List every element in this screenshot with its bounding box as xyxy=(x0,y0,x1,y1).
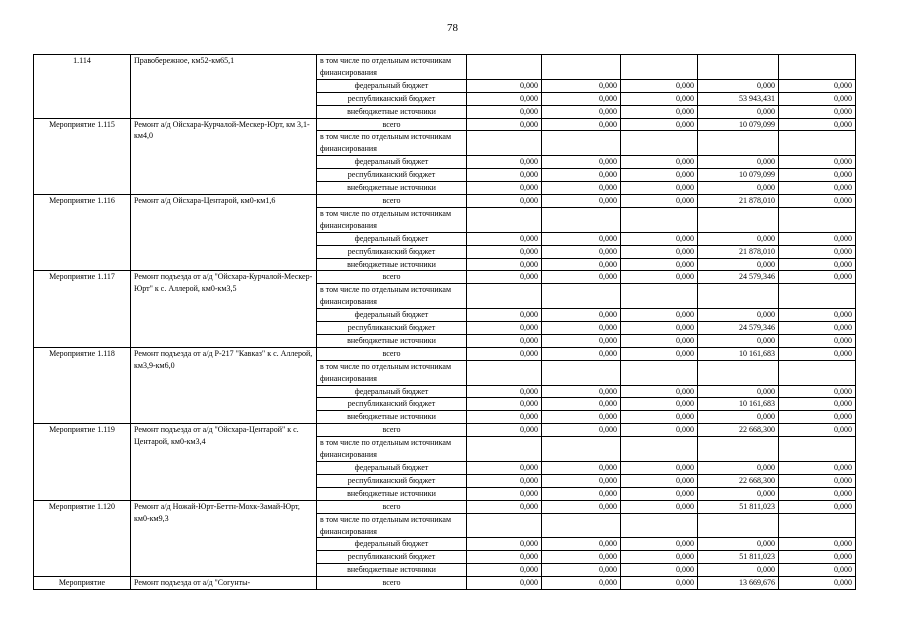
funding-source-republic: республиканский бюджет xyxy=(317,245,467,258)
value-cell: 24 579,346 xyxy=(698,271,779,284)
value-cell xyxy=(467,284,542,309)
value-cell: 0,000 xyxy=(542,474,621,487)
value-cell xyxy=(467,207,542,232)
value-cell: 0,000 xyxy=(467,487,542,500)
value-cell: 0,000 xyxy=(467,156,542,169)
value-cell: 0,000 xyxy=(621,551,698,564)
value-cell: 0,000 xyxy=(542,194,621,207)
value-cell: 0,000 xyxy=(779,551,856,564)
value-cell xyxy=(621,55,698,80)
value-cell: 0,000 xyxy=(542,182,621,195)
value-cell: 0,000 xyxy=(698,564,779,577)
value-cell xyxy=(698,131,779,156)
value-cell xyxy=(698,437,779,462)
value-cell: 0,000 xyxy=(467,564,542,577)
funding-source-label: в том числе по отдельным источникам финансирования xyxy=(320,56,452,77)
value-cell: 21 878,010 xyxy=(698,245,779,258)
value-cell: 0,000 xyxy=(779,385,856,398)
table-row xyxy=(34,194,856,207)
value-cell: 0,000 xyxy=(542,385,621,398)
value-cell: 0,000 xyxy=(542,92,621,105)
funding-source-republic: республиканский бюджет xyxy=(317,474,467,487)
funding-source-republic: республиканский бюджет xyxy=(317,551,467,564)
value-cell: 0,000 xyxy=(621,322,698,335)
funding-source-extra: внебюджетные источники xyxy=(317,487,467,500)
value-cell xyxy=(542,55,621,80)
table-row xyxy=(34,424,856,437)
value-cell: 0,000 xyxy=(779,487,856,500)
value-cell: 0,000 xyxy=(467,309,542,322)
funding-source-extra: внебюджетные источники xyxy=(317,564,467,577)
value-cell: 0,000 xyxy=(542,577,621,590)
value-cell xyxy=(779,513,856,538)
value-cell: 0,000 xyxy=(621,182,698,195)
value-cell: 0,000 xyxy=(698,156,779,169)
table-body xyxy=(34,55,856,590)
value-cell: 24 579,346 xyxy=(698,322,779,335)
value-cell: 22 668,300 xyxy=(698,474,779,487)
measure-name: Ремонт а/д Ойсхара-Центарой, км0-км1,6 xyxy=(131,194,317,270)
value-cell: 0,000 xyxy=(542,334,621,347)
value-cell: 0,000 xyxy=(779,118,856,131)
value-cell: 0,000 xyxy=(698,309,779,322)
funding-source-federal: федеральный бюджет xyxy=(317,232,467,245)
value-cell: 0,000 xyxy=(621,245,698,258)
value-cell: 0,000 xyxy=(542,411,621,424)
value-cell: 0,000 xyxy=(779,232,856,245)
value-cell: 13 669,676 xyxy=(698,577,779,590)
value-cell: 21 878,010 xyxy=(698,194,779,207)
value-cell: 0,000 xyxy=(542,500,621,513)
table-row xyxy=(34,55,856,80)
value-cell: 0,000 xyxy=(621,398,698,411)
value-cell: 0,000 xyxy=(621,462,698,475)
funding-source-republic: республиканский бюджет xyxy=(317,92,467,105)
value-cell: 0,000 xyxy=(779,105,856,118)
value-cell: 0,000 xyxy=(779,500,856,513)
value-cell: 0,000 xyxy=(467,347,542,360)
value-cell: 0,000 xyxy=(467,538,542,551)
value-cell: 0,000 xyxy=(621,577,698,590)
value-cell: 0,000 xyxy=(467,385,542,398)
value-cell: 0,000 xyxy=(621,194,698,207)
value-cell: 0,000 xyxy=(779,309,856,322)
funding-source-total: всего xyxy=(317,194,467,207)
value-cell xyxy=(467,55,542,80)
funding-source-total: всего xyxy=(317,500,467,513)
value-cell xyxy=(542,360,621,385)
funding-source-split xyxy=(317,207,467,232)
measure-code: Мероприятие 1.119 xyxy=(34,424,131,500)
measure-name: Ремонт подъезда от а/д Р-217 "Кавказ" к с. Аллерой, км3,9-км6,0 xyxy=(131,347,317,423)
value-cell xyxy=(698,284,779,309)
value-cell: 0,000 xyxy=(779,411,856,424)
value-cell: 0,000 xyxy=(621,156,698,169)
funding-source-federal: федеральный бюджет xyxy=(317,79,467,92)
measure-name: Ремонт а/д Ойсхара-Курчалой-Мескер-Юрт, км 3,1-км4,0 xyxy=(131,118,317,194)
funding-source-split xyxy=(317,131,467,156)
value-cell: 0,000 xyxy=(779,334,856,347)
value-cell: 0,000 xyxy=(621,474,698,487)
value-cell: 0,000 xyxy=(542,551,621,564)
value-cell: 0,000 xyxy=(779,156,856,169)
funding-source-republic: республиканский бюджет xyxy=(317,398,467,411)
value-cell xyxy=(542,437,621,462)
value-cell: 0,000 xyxy=(698,411,779,424)
value-cell: 10 161,683 xyxy=(698,398,779,411)
value-cell: 0,000 xyxy=(621,385,698,398)
value-cell: 0,000 xyxy=(621,564,698,577)
value-cell: 0,000 xyxy=(467,194,542,207)
value-cell: 0,000 xyxy=(467,462,542,475)
value-cell: 0,000 xyxy=(779,245,856,258)
value-cell xyxy=(698,513,779,538)
value-cell: 0,000 xyxy=(779,462,856,475)
value-cell: 0,000 xyxy=(779,258,856,271)
value-cell: 0,000 xyxy=(467,577,542,590)
value-cell: 0,000 xyxy=(779,194,856,207)
value-cell: 0,000 xyxy=(467,169,542,182)
funding-source-label: в том числе по отдельным источникам финансирования xyxy=(320,361,452,383)
value-cell xyxy=(621,437,698,462)
value-cell: 10 161,683 xyxy=(698,347,779,360)
value-cell: 22 668,300 xyxy=(698,424,779,437)
table-row xyxy=(34,118,856,131)
funding-source-federal: федеральный бюджет xyxy=(317,385,467,398)
funding-source-extra: внебюджетные источники xyxy=(317,334,467,347)
value-cell: 0,000 xyxy=(542,169,621,182)
value-cell: 0,000 xyxy=(467,92,542,105)
value-cell xyxy=(779,284,856,309)
funding-source-federal: федеральный бюджет xyxy=(317,309,467,322)
value-cell: 0,000 xyxy=(542,156,621,169)
measure-code: Мероприятие 1.118 xyxy=(34,347,131,423)
value-cell: 0,000 xyxy=(779,577,856,590)
value-cell: 0,000 xyxy=(467,271,542,284)
value-cell: 0,000 xyxy=(542,258,621,271)
value-cell: 0,000 xyxy=(621,347,698,360)
funding-source-split xyxy=(317,55,467,80)
value-cell: 0,000 xyxy=(621,424,698,437)
funding-source-republic: республиканский бюджет xyxy=(317,169,467,182)
value-cell: 0,000 xyxy=(467,258,542,271)
value-cell: 0,000 xyxy=(467,424,542,437)
value-cell: 0,000 xyxy=(779,564,856,577)
funding-source-federal: федеральный бюджет xyxy=(317,156,467,169)
table-row xyxy=(34,347,856,360)
budget-table xyxy=(33,54,856,590)
value-cell: 0,000 xyxy=(467,182,542,195)
value-cell: 0,000 xyxy=(779,169,856,182)
value-cell xyxy=(779,207,856,232)
value-cell: 0,000 xyxy=(467,411,542,424)
funding-source-extra: внебюджетные источники xyxy=(317,411,467,424)
value-cell: 0,000 xyxy=(779,182,856,195)
value-cell xyxy=(542,513,621,538)
value-cell: 0,000 xyxy=(779,271,856,284)
funding-source-extra: внебюджетные источники xyxy=(317,105,467,118)
value-cell: 0,000 xyxy=(621,118,698,131)
value-cell: 0,000 xyxy=(542,271,621,284)
value-cell: 0,000 xyxy=(621,92,698,105)
value-cell: 0,000 xyxy=(467,398,542,411)
value-cell: 10 079,099 xyxy=(698,169,779,182)
value-cell: 0,000 xyxy=(467,245,542,258)
measure-code: Мероприятие 1.120 xyxy=(34,500,131,576)
value-cell xyxy=(621,284,698,309)
value-cell: 0,000 xyxy=(467,551,542,564)
value-cell: 10 079,099 xyxy=(698,118,779,131)
value-cell: 0,000 xyxy=(467,232,542,245)
value-cell: 0,000 xyxy=(779,92,856,105)
funding-source-total: всего xyxy=(317,424,467,437)
value-cell: 0,000 xyxy=(621,500,698,513)
value-cell: 0,000 xyxy=(779,322,856,335)
value-cell: 0,000 xyxy=(621,232,698,245)
value-cell: 0,000 xyxy=(542,487,621,500)
funding-source-split xyxy=(317,360,467,385)
value-cell xyxy=(698,360,779,385)
value-cell xyxy=(467,437,542,462)
value-cell: 0,000 xyxy=(542,398,621,411)
value-cell xyxy=(621,513,698,538)
page-number: 78 xyxy=(447,22,458,34)
funding-source-extra: внебюджетные источники xyxy=(317,258,467,271)
value-cell xyxy=(621,131,698,156)
value-cell: 0,000 xyxy=(467,105,542,118)
value-cell: 0,000 xyxy=(779,347,856,360)
value-cell: 0,000 xyxy=(621,79,698,92)
value-cell xyxy=(467,513,542,538)
value-cell xyxy=(467,131,542,156)
value-cell: 0,000 xyxy=(698,334,779,347)
funding-source-federal: федеральный бюджет xyxy=(317,538,467,551)
measure-code: Мероприятие 1.116 xyxy=(34,194,131,270)
funding-source-label: в том числе по отдельным источникам финансирования xyxy=(320,438,452,460)
measure-code: Мероприятие 1.117 xyxy=(34,271,131,347)
table-row xyxy=(34,577,856,590)
funding-source-split xyxy=(317,513,467,538)
measure-name: Ремонт а/д Ножай-Юрт-Беттн-Мохк-Замай-Юрт, км0-км9,3 xyxy=(131,500,317,576)
value-cell: 0,000 xyxy=(621,271,698,284)
value-cell: 0,000 xyxy=(698,385,779,398)
value-cell xyxy=(698,55,779,80)
value-cell xyxy=(542,284,621,309)
value-cell: 0,000 xyxy=(698,462,779,475)
value-cell: 0,000 xyxy=(698,105,779,118)
funding-source-republic: республиканский бюджет xyxy=(317,322,467,335)
value-cell: 0,000 xyxy=(698,487,779,500)
value-cell: 0,000 xyxy=(621,334,698,347)
funding-source-total: всего xyxy=(317,347,467,360)
value-cell xyxy=(542,207,621,232)
table-row xyxy=(34,271,856,284)
measure-name: Правобережное, км52-км65,1 xyxy=(131,55,317,119)
value-cell: 0,000 xyxy=(698,182,779,195)
funding-source-split xyxy=(317,284,467,309)
value-cell: 53 943,431 xyxy=(698,92,779,105)
value-cell xyxy=(621,207,698,232)
value-cell xyxy=(621,360,698,385)
value-cell: 0,000 xyxy=(698,258,779,271)
value-cell: 0,000 xyxy=(542,322,621,335)
value-cell xyxy=(542,131,621,156)
value-cell: 0,000 xyxy=(467,79,542,92)
value-cell: 0,000 xyxy=(542,232,621,245)
value-cell xyxy=(467,360,542,385)
funding-source-federal: федеральный бюджет xyxy=(317,462,467,475)
measure-name: Ремонт подъезда от а/д "Согунты- xyxy=(131,577,317,590)
value-cell: 0,000 xyxy=(542,347,621,360)
value-cell: 0,000 xyxy=(467,322,542,335)
funding-source-extra: внебюджетные источники xyxy=(317,182,467,195)
value-cell xyxy=(779,131,856,156)
value-cell: 51 811,023 xyxy=(698,551,779,564)
value-cell: 0,000 xyxy=(467,500,542,513)
measure-name: Ремонт подъезда от а/д "Ойсхара-Курчалой-Мескер-Юрт" к с. Аллерой, км0-км3,5 xyxy=(131,271,317,347)
value-cell: 0,000 xyxy=(621,169,698,182)
measure-code: Мероприятие xyxy=(34,577,131,590)
measure-code: 1.114 xyxy=(34,55,131,119)
value-cell: 0,000 xyxy=(542,118,621,131)
value-cell: 0,000 xyxy=(779,79,856,92)
funding-source-total: всего xyxy=(317,271,467,284)
value-cell: 0,000 xyxy=(621,411,698,424)
funding-source-label: в том числе по отдельным источникам финансирования xyxy=(320,285,452,307)
value-cell: 0,000 xyxy=(698,538,779,551)
value-cell: 0,000 xyxy=(467,118,542,131)
funding-source-total: всего xyxy=(317,577,467,590)
funding-source-label: в том числе по отдельным источникам финансирования xyxy=(320,208,452,230)
value-cell xyxy=(779,360,856,385)
value-cell: 0,000 xyxy=(779,398,856,411)
value-cell: 0,000 xyxy=(542,245,621,258)
value-cell: 0,000 xyxy=(542,462,621,475)
funding-source-total: всего xyxy=(317,118,467,131)
value-cell: 0,000 xyxy=(779,424,856,437)
value-cell: 0,000 xyxy=(542,309,621,322)
value-cell: 51 811,023 xyxy=(698,500,779,513)
funding-source-label: в том числе по отдельным источникам финансирования xyxy=(320,132,452,154)
value-cell xyxy=(779,55,856,80)
value-cell: 0,000 xyxy=(467,474,542,487)
table-row xyxy=(34,500,856,513)
value-cell: 0,000 xyxy=(542,424,621,437)
value-cell: 0,000 xyxy=(542,79,621,92)
value-cell xyxy=(698,207,779,232)
value-cell: 0,000 xyxy=(467,334,542,347)
value-cell: 0,000 xyxy=(621,538,698,551)
value-cell: 0,000 xyxy=(621,105,698,118)
value-cell: 0,000 xyxy=(542,538,621,551)
funding-source-label: в том числе по отдельным источникам финансирования xyxy=(320,514,452,536)
measure-code: Мероприятие 1.115 xyxy=(34,118,131,194)
value-cell xyxy=(779,437,856,462)
value-cell: 0,000 xyxy=(621,309,698,322)
value-cell: 0,000 xyxy=(779,474,856,487)
value-cell: 0,000 xyxy=(621,258,698,271)
measure-name: Ремонт подъезда от а/д "Ойсхара-Центарой" к с. Центарой, км0-км3,4 xyxy=(131,424,317,500)
value-cell: 0,000 xyxy=(542,105,621,118)
value-cell: 0,000 xyxy=(779,538,856,551)
value-cell: 0,000 xyxy=(542,564,621,577)
value-cell: 0,000 xyxy=(698,232,779,245)
value-cell: 0,000 xyxy=(621,487,698,500)
funding-source-split xyxy=(317,437,467,462)
value-cell: 0,000 xyxy=(698,79,779,92)
